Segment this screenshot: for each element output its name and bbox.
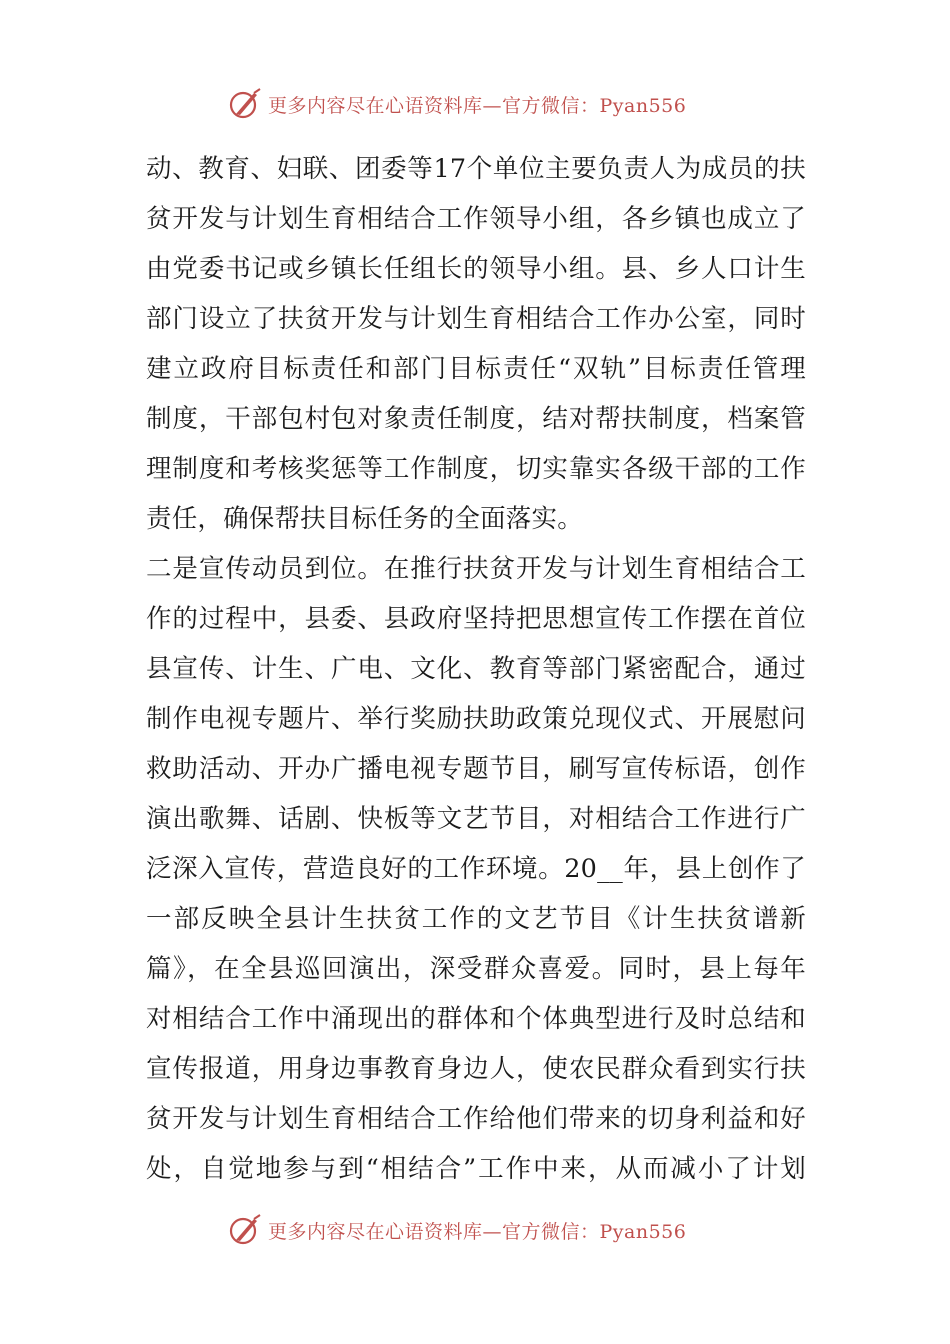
text-line: 县宣传、计生、广电、文化、教育等部门紧密配合，通过 [146,654,806,684]
text-line: 贫开发与计划生育相结合工作给他们带来的切身利益和好 [146,1104,806,1134]
text-line: 动、教育、妇联、团委等17个单位主要负责人为成员的扶 [146,154,806,184]
text-line: 对相结合工作中涌现出的群体和个体典型进行及时总结和 [146,1004,806,1034]
text-line: 演出歌舞、话剧、快板等文艺节目，对相结合工作进行广 [146,804,806,834]
text-line: 一部反映全县计生扶贫工作的文艺节目《计生扶贫谱新 [146,904,806,934]
text-line: 制度，干部包村包对象责任制度，结对帮扶制度，档案管 [146,404,806,434]
text-line: 二是宣传动员到位。在推行扶贫开发与计划生育相结合工 [146,554,806,584]
text-line: 救助活动、开办广播电视专题节目，刷写宣传标语，创作 [146,754,806,784]
quill-pen-circle-icon [228,1213,262,1247]
document-body [146,144,806,1194]
text-line: 建立政府目标责任和部门目标责任“双轨”目标责任管理 [146,354,806,384]
text-line: 作的过程中，县委、县政府坚持把思想宣传工作摆在首位 [146,604,806,634]
text-line: 部门设立了扶贫开发与计划生育相结合工作办公室，同时 [146,304,806,334]
text-line: 泛深入宣传，营造良好的工作环境。20__年，县上创作了 [146,854,806,884]
text-line: 理制度和考核奖惩等工作制度，切实靠实各级干部的工作 [146,454,806,484]
text-line: 篇》，在全县巡回演出，深受群众喜爱。同时，县上每年 [146,954,806,984]
header-text: 更多内容尽在心语资料库—官方微信：Pyan556 [268,94,687,117]
header-banner [0,84,950,124]
text-line: 处，自觉地参与到“相结合”工作中来，从而减小了计划 [146,1154,806,1184]
text-line: 宣传报道，用身边事教育身边人，使农民群众看到实行扶 [146,1054,806,1084]
text-line: 制作电视专题片、举行奖励扶助政策兑现仪式、开展慰问 [146,704,806,734]
text-line: 责任，确保帮扶目标任务的全面落实。 [146,504,583,534]
quill-pen-circle-icon [228,87,262,121]
footer-banner [0,1210,950,1250]
footer-text: 更多内容尽在心语资料库—官方微信：Pyan556 [268,1220,687,1243]
text-line: 由党委书记或乡镇长任组长的领导小组。县、乡人口计生 [146,254,806,284]
text-line: 贫开发与计划生育相结合工作领导小组，各乡镇也成立了 [146,204,806,234]
